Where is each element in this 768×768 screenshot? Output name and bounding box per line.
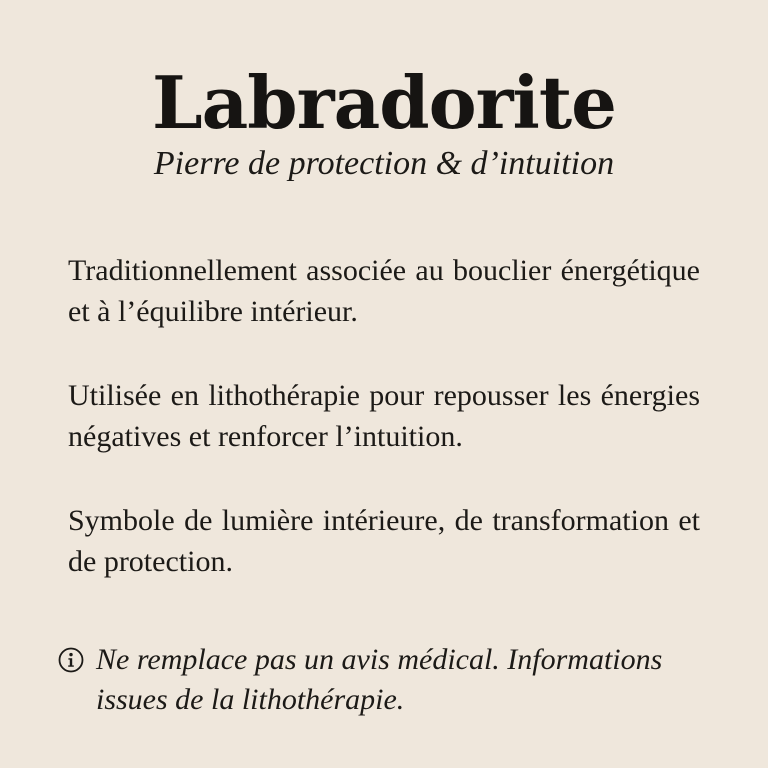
disclaimer-text: Ne remplace pas un avis médical. Informations issues de la lithothérapie. [96,643,663,716]
description-paragraph-2: Utilisée en lithothérapie pour repousser les énergies négatives et renforcer l’intuition. [68,379,700,453]
info-icon [58,647,84,673]
page-subtitle: Pierre de protection & d’intuition [153,145,615,182]
page-title: Labradorite [152,60,616,145]
description-body [68,250,700,625]
description-paragraph-1: Traditionnellement associée au bouclier énergétique et à l’équilibre intérieur. [68,254,700,328]
description-paragraph-3: Symbole de lumière intérieure, de transformation et de protection. [68,504,700,578]
disclaimer-note [58,640,718,720]
